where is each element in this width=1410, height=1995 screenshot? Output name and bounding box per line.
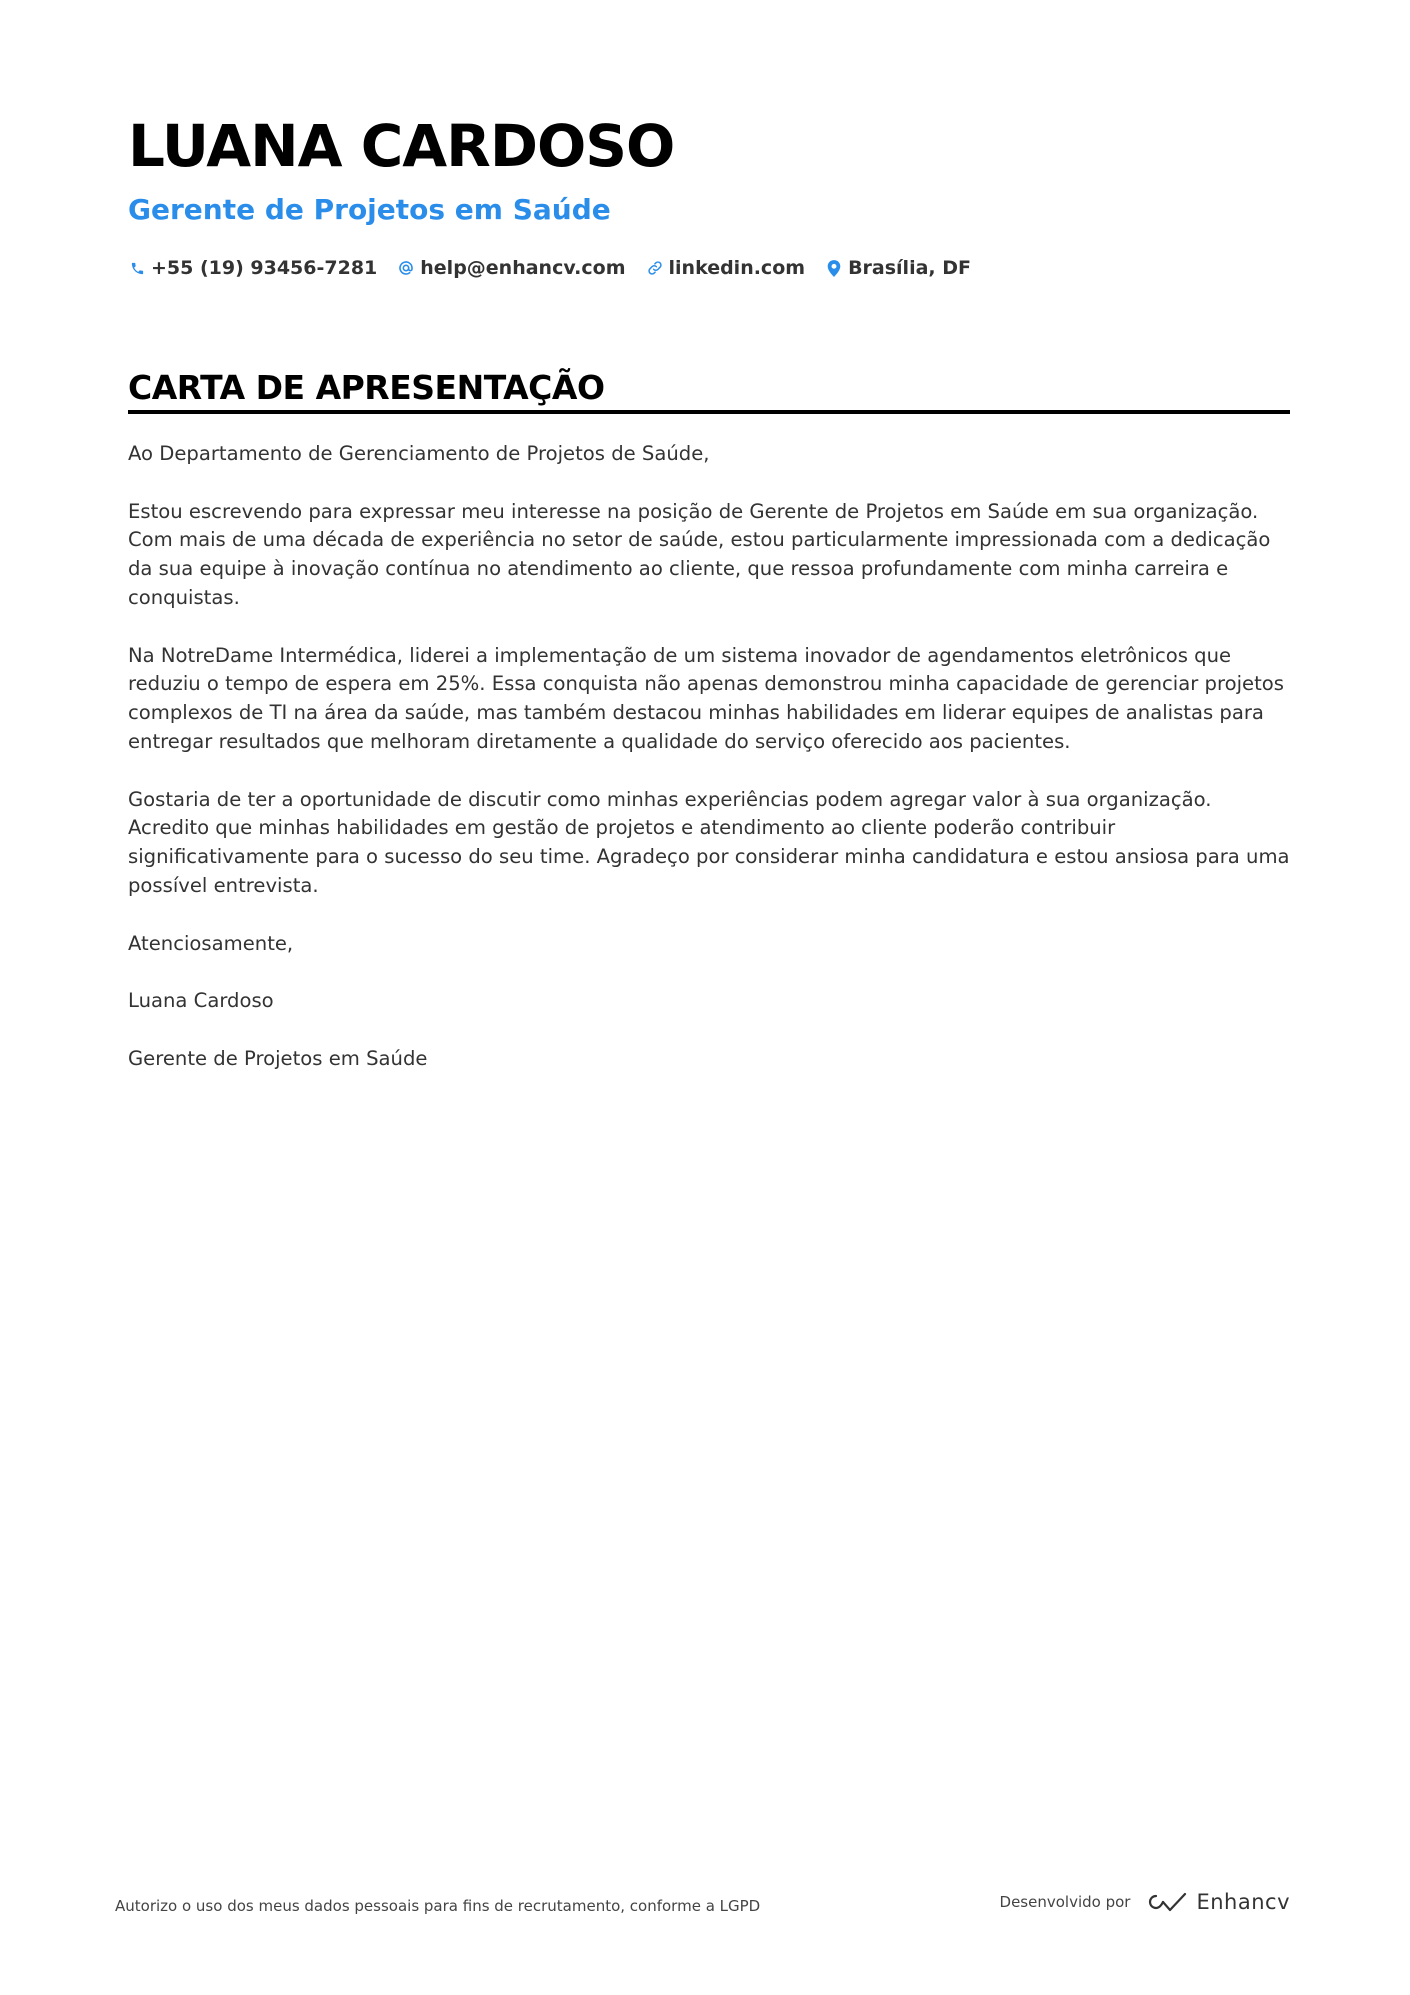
brand-name: Enhancv [1196,1890,1290,1914]
powered-by[interactable] [1000,1890,1290,1914]
letter-body [128,440,1290,1102]
email-text[interactable]: help@enhancv.com [420,257,626,279]
section-title: CARTA DE APRESENTAÇÃO [128,368,605,407]
consent-note: Autorizo o uso dos meus dados pessoais para fins de recrutamento, conforme a LGPD [115,1897,761,1915]
candidate-name: LUANA CARDOSO [128,112,675,180]
letter-greeting: Ao Departamento de Gerenciamento de Projetos de Saúde, [128,442,710,465]
powered-by-label: Desenvolvido por [999,1893,1131,1911]
contact-location [825,254,971,282]
candidate-title: Gerente de Projetos em Saúde [128,193,611,226]
letter-closing: Atenciosamente, [128,931,294,955]
letter-paragraph-3: Gostaria de ter a oportunidade de discutir como minhas experiências podem agregar valor à sua organização. Acredito que minhas habilidades em gestão de projetos e atendimento ao cliente poderão contribuir significativamente para o sucesso do seu time. Agradeço por considerar minha candidatura e estou ansiosa para uma possível entrevista. [128,787,1290,897]
contact-linkedin[interactable] [646,254,806,282]
phone-icon [128,259,146,277]
contact-phone [128,254,377,282]
map-pin-icon [825,259,843,277]
section-divider [128,410,1290,414]
enhancv-logo-icon [1142,1890,1188,1914]
location-text: Brasília, DF [848,257,971,279]
link-icon [646,259,664,277]
letter-paragraph-2: Na NotreDame Intermédica, liderei a implementação de um sistema inovador de agendamentos eletrônicos que reduziu o tempo de espera em 25%. Essa conquista não apenas demonstrou minha capacidade de gerenciar projetos complexos de TI na área da saúde, mas também destacou minhas habilidades em liderar equipes de analistas para entregar resultados que melhoram diretamente a qualidade do serviço oferecido aos pacientes. [128,643,1284,753]
linkedin-text[interactable]: linkedin.com [668,257,806,279]
contact-email[interactable] [397,254,625,282]
letter-paragraph-1: Estou escrevendo para expressar meu interesse na posição de Gerente de Projetos em Saúde em sua organização. Com mais de uma década de experiência no setor de saúde, estou particularmente impressionada com a dedicação da sua equipe à inovação contínua no atendimento ao cliente, que ressoa profundamente com minha carreira e conquistas. [128,499,1271,609]
phone-text: +55 (19) 93456-7281 [151,257,378,279]
signature-title: Gerente de Projetos em Saúde [128,1046,428,1070]
at-icon [397,259,415,277]
contact-bar [128,254,991,282]
signature-name: Luana Cardoso [128,989,274,1013]
